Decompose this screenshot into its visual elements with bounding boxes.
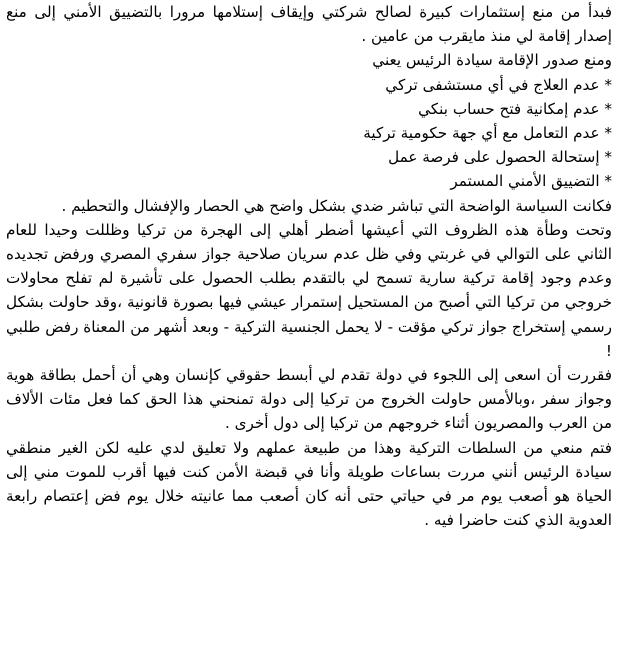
paragraph-detention: فتم منعي من السلطات التركية وهذا من طبيعة عملهم ولا تعليق لدي عليه لكن الغير منطقي سيادة الرئيس أنني مررت بساعات طويلة وأنا في قبضة الأمن كنت فيها أقرب للموت مني إلى الحياة هو أصعب يوم مر في حياتي حتى أنه كان أصعب مما عانيته خلال يوم فض إعتصام رابعة العدوية الذي كنت حاضرا فيه . — [6, 438, 612, 530]
list-item-security: * التضييق الأمني المستمر — [450, 172, 612, 191]
paragraph-circumstances: وتحت وطأة هذه الظروف التي أعيشها أضطر أهلي إلى الهجرة من تركيا وظللت وحيدا للعام الثاني على التوالي في غربتي وفي ظل عدم سريان صلاحية جواز سفري المصري ورفض تجديده وعدم وجود إقامة تركية سارية تسمح لي بالتقدم بطلب الحصول على تأشيرة لم تفلح محاولات خروجي من تركيا التي أصبح من المستحيل إستمرار عيشي فيها بصورة قانونية ،وقد حاولت بشكل رسمي إستخراج جواز تركي مؤقت - لا يحمل الجنسية التركية - وبعد أشهر من المعناة رفض طلبي ! — [6, 220, 612, 360]
paragraph-policy: فكانت السياسة الواضحة التي تباشر ضدي بشكل واضح هي الحصار والإفشال والتحطيم . — [61, 196, 612, 215]
list-item-government: * عدم التعامل مع أي جهة حكومية تركية — [363, 124, 612, 143]
list-item-bank: * عدم إمكانية فتح حساب بنكي — [418, 99, 612, 118]
list-item-medical: * عدم العلاج في أي مستشفى تركي — [385, 75, 612, 94]
paragraph-asylum: فقررت أن اسعى إلى اللجوء في دولة تقدم لي أبسط حقوقي كإنسان وهي أن أحمل بطاقة هوية وجواز سفر ،وبالأمس حاولت الخروج من تركيا إلى دولة تمنحني هذا الحق كما فعل مئات الألاف من العرب والمصريون أثناء خروجهم من تركيا إلى دول أخرى . — [6, 366, 612, 433]
paragraph-2: ومنع صدور الإقامة سيادة الرئيس يعني — [372, 51, 612, 70]
paragraph-1: فبدأ من منع إستثمارات كبيرة لصالح شركتي وإيقاف إستلامها مرورا بالتضييق الأمني إلى منع إصدار إقامة لي منذ مايقرب من عامين . — [6, 3, 612, 46]
list-item-work: * إستحالة الحصول على فرصة عمل — [388, 148, 612, 167]
